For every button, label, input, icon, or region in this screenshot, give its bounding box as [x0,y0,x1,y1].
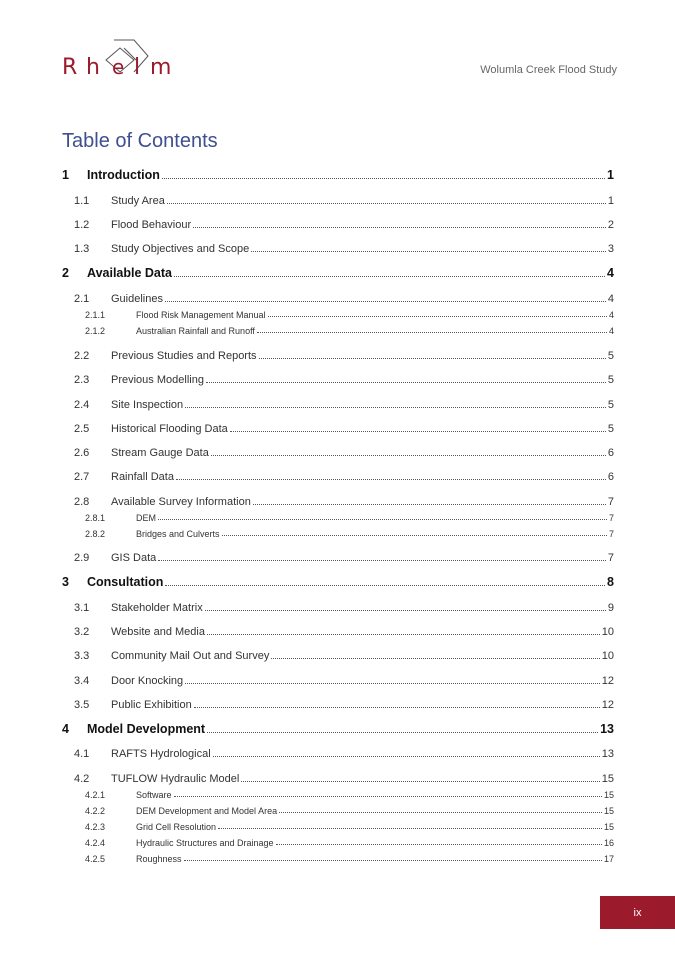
toc-entry-title: Model Development [87,722,206,736]
toc-entry-title: TUFLOW Hydraulic Model [111,773,240,785]
toc-entry-page: 15 [603,822,614,832]
toc-entry[interactable] [62,241,614,255]
toc-entry-page: 7 [607,496,614,508]
toc-entry-number: 2.9 [74,552,90,564]
toc-entry[interactable] [62,821,614,832]
toc-entry[interactable] [62,805,614,816]
toc-entry-title: Hydraulic Structures and Drainage [136,838,274,848]
toc-entry-title: Introduction [87,168,160,182]
toc-entry-title: RAFTS Hydrological [111,748,211,760]
toc-dot-leader [207,732,598,733]
toc-dot-leader [241,781,599,782]
toc-dot-leader [185,683,600,684]
toc-dot-leader [158,560,606,561]
toc-entry-page: 1 [607,195,614,207]
toc-dot-leader [162,178,605,179]
toc-entry-number: 4.2.2 [85,806,106,816]
toc-entry[interactable] [62,853,614,864]
toc-dot-leader [253,504,606,505]
toc-entry[interactable] [62,266,614,280]
toc-entry-page: 6 [607,447,614,459]
toc-entry[interactable] [62,325,614,336]
toc-entry-page: 10 [601,626,614,638]
toc-entry-page: 2 [607,219,614,231]
toc-entry-title: Door Knocking [111,675,184,687]
toc-dot-leader [268,316,607,317]
toc-entry-number: 3 [62,575,69,589]
toc-entry[interactable] [62,291,614,305]
toc-dot-leader [213,756,600,757]
toc-entry-number: 3.4 [74,675,90,687]
toc-entry-title: Grid Cell Resolution [136,822,217,832]
toc-entry-number: 4.1 [74,748,90,760]
toc-entry-number: 2.4 [74,399,90,411]
toc-entry[interactable] [62,837,614,848]
toc-dot-leader [205,610,606,611]
toc-entry-number: 1.2 [74,219,90,231]
svg-text:h: h [86,55,100,80]
toc-dot-leader [230,431,606,432]
toc-dot-leader [211,455,606,456]
toc-entry[interactable] [62,697,614,711]
toc-entry-number: 4 [62,722,69,736]
toc-entry-title: Bridges and Culverts [136,529,220,539]
toc-entry-number: 2 [62,266,69,280]
toc-entry-number: 4.2.1 [85,790,106,800]
toc-entry-title: Stakeholder Matrix [111,602,203,614]
toc-dot-leader [206,382,606,383]
toc-entry-page: 9 [607,602,614,614]
toc-entry-page: 10 [601,650,614,662]
toc-entry-title: Roughness [136,854,182,864]
toc-entry-title: Historical Flooding Data [111,423,228,435]
toc-dot-leader [207,634,600,635]
toc-entry-title: Australian Rainfall and Runoff [136,326,255,336]
toc-entry-page: 13 [600,722,614,736]
toc-entry[interactable] [62,494,614,508]
page-number: ix [633,906,642,919]
toc-entry-title: Flood Behaviour [111,219,192,231]
toc-dot-leader [194,707,600,708]
page-title: Table of Contents [62,130,218,152]
toc-entry[interactable] [62,168,614,182]
toc-dot-leader [167,203,606,204]
toc-entry-number: 2.8.1 [85,513,106,523]
toc-entry-page: 12 [601,699,614,711]
toc-entry-number: 2.3 [74,374,90,386]
toc-entry[interactable] [62,575,614,589]
toc-entry-number: 2.2 [74,350,90,362]
toc-entry-number: 1.1 [74,195,90,207]
toc-dot-leader [185,407,606,408]
toc-entry-number: 4.2.4 [85,838,106,848]
toc-entry-page: 7 [607,552,614,564]
toc-entry-number: 2.1.1 [85,310,106,320]
toc-entry-page: 15 [603,790,614,800]
toc-entry-title: Previous Studies and Reports [111,350,257,362]
toc-entry-number: 4.2.5 [85,854,106,864]
toc-entry-title: Study Objectives and Scope [111,243,250,255]
toc-entry-number: 3.5 [74,699,90,711]
toc-entry-title: Consultation [87,575,164,589]
toc-entry-page: 5 [607,423,614,435]
toc-entry-number: 4.2 [74,773,90,785]
toc-entry[interactable] [62,348,614,362]
toc-entry-page: 5 [607,374,614,386]
toc-entry-title: Community Mail Out and Survey [111,650,270,662]
toc-entry-number: 2.1 [74,293,90,305]
toc-entry-page: 5 [607,350,614,362]
toc-entry[interactable] [62,309,614,320]
toc-dot-leader [251,251,606,252]
toc-dot-leader [279,812,602,813]
toc-entry-number: 3.3 [74,650,90,662]
toc-entry[interactable] [62,673,614,687]
toc-entry-number: 1 [62,168,69,182]
toc-dot-leader [259,358,606,359]
toc-entry-title: Previous Modelling [111,374,204,386]
toc-entry-page: 15 [603,806,614,816]
toc-entry[interactable] [62,789,614,800]
toc-entry-title: Rainfall Data [111,471,174,483]
toc-dot-leader [271,658,599,659]
toc-entry[interactable] [62,217,614,231]
toc-entry[interactable] [62,372,614,386]
toc-entry[interactable] [62,193,614,207]
toc-entry-page: 5 [607,399,614,411]
toc-entry-title: Software [136,790,172,800]
toc-entry-number: 2.8.2 [85,529,106,539]
toc-entry-page: 4 [608,310,614,320]
toc-entry-page: 17 [603,854,614,864]
toc-entry-page: 12 [601,675,614,687]
toc-entry-number: 3.2 [74,626,90,638]
toc-entry-page: 4 [607,266,614,280]
toc-entry-page: 8 [607,575,614,589]
toc-entry-title: DEM [136,513,156,523]
toc-entry-page: 7 [608,513,614,523]
toc-entry-title: Website and Media [111,626,205,638]
toc-entry[interactable] [62,624,614,638]
toc-dot-leader [218,828,602,829]
toc-dot-leader [276,844,602,845]
document-title: Wolumla Creek Flood Study [480,64,617,76]
toc-entry[interactable] [62,421,614,435]
toc-entry-title: Guidelines [111,293,163,305]
toc-entry-number: 2.8 [74,496,90,508]
toc-dot-leader [184,860,602,861]
toc-entry-title: Public Exhibition [111,699,192,711]
rhelm-logo-graphic [62,38,182,82]
toc-entry-number: 2.6 [74,447,90,459]
toc-entry[interactable] [62,528,614,539]
toc-entry-page: 4 [607,293,614,305]
toc-dot-leader [257,332,607,333]
toc-entry-page: 16 [603,838,614,848]
rhelm-logo [62,38,182,82]
toc-dot-leader [165,585,605,586]
svg-text:e: e [112,55,125,79]
toc-entry[interactable] [62,397,614,411]
toc-entry-page: 3 [607,243,614,255]
toc-entry[interactable] [62,746,614,760]
toc-entry-title: Stream Gauge Data [111,447,209,459]
toc-entry[interactable] [62,469,614,483]
toc-entry[interactable] [62,648,614,662]
toc-entry-title: Available Survey Information [111,496,251,508]
toc-entry-title: DEM Development and Model Area [136,806,278,816]
toc-entry[interactable] [62,771,614,785]
toc-entry-number: 2.5 [74,423,90,435]
toc-dot-leader [222,535,607,536]
toc-entry-page: 7 [608,529,614,539]
toc-entry[interactable] [62,550,614,564]
toc-entry-title: GIS Data [111,552,157,564]
toc-entry-number: 2.7 [74,471,90,483]
toc-dot-leader [176,479,606,480]
toc-entry-number: 3.1 [74,602,90,614]
toc-entry-title: Study Area [111,195,165,207]
toc-entry[interactable] [62,445,614,459]
toc-entry-number: 1.3 [74,243,90,255]
svg-text:l: l [134,55,141,80]
toc-entry[interactable] [62,600,614,614]
toc-entry-title: Flood Risk Management Manual [136,310,266,320]
toc-dot-leader [174,276,605,277]
toc-entry-title: Available Data [87,266,172,280]
toc-dot-leader [193,227,606,228]
toc-entry-page: 15 [601,773,614,785]
page-number-badge [600,896,675,929]
toc-entry[interactable] [62,512,614,523]
toc-dot-leader [165,301,606,302]
toc-entry-number: 4.2.3 [85,822,106,832]
toc-entry-page: 13 [601,748,614,760]
toc-entry-page: 4 [608,326,614,336]
toc-entry-page: 6 [607,471,614,483]
toc-dot-leader [158,519,607,520]
toc-entry-page: 1 [607,168,614,182]
toc-entry-title: Site Inspection [111,399,184,411]
toc-entry-number: 2.1.2 [85,326,106,336]
toc-entry[interactable] [62,722,614,736]
toc-dot-leader [174,796,602,797]
svg-text:R: R [62,55,84,80]
svg-text:m: m [150,55,172,80]
